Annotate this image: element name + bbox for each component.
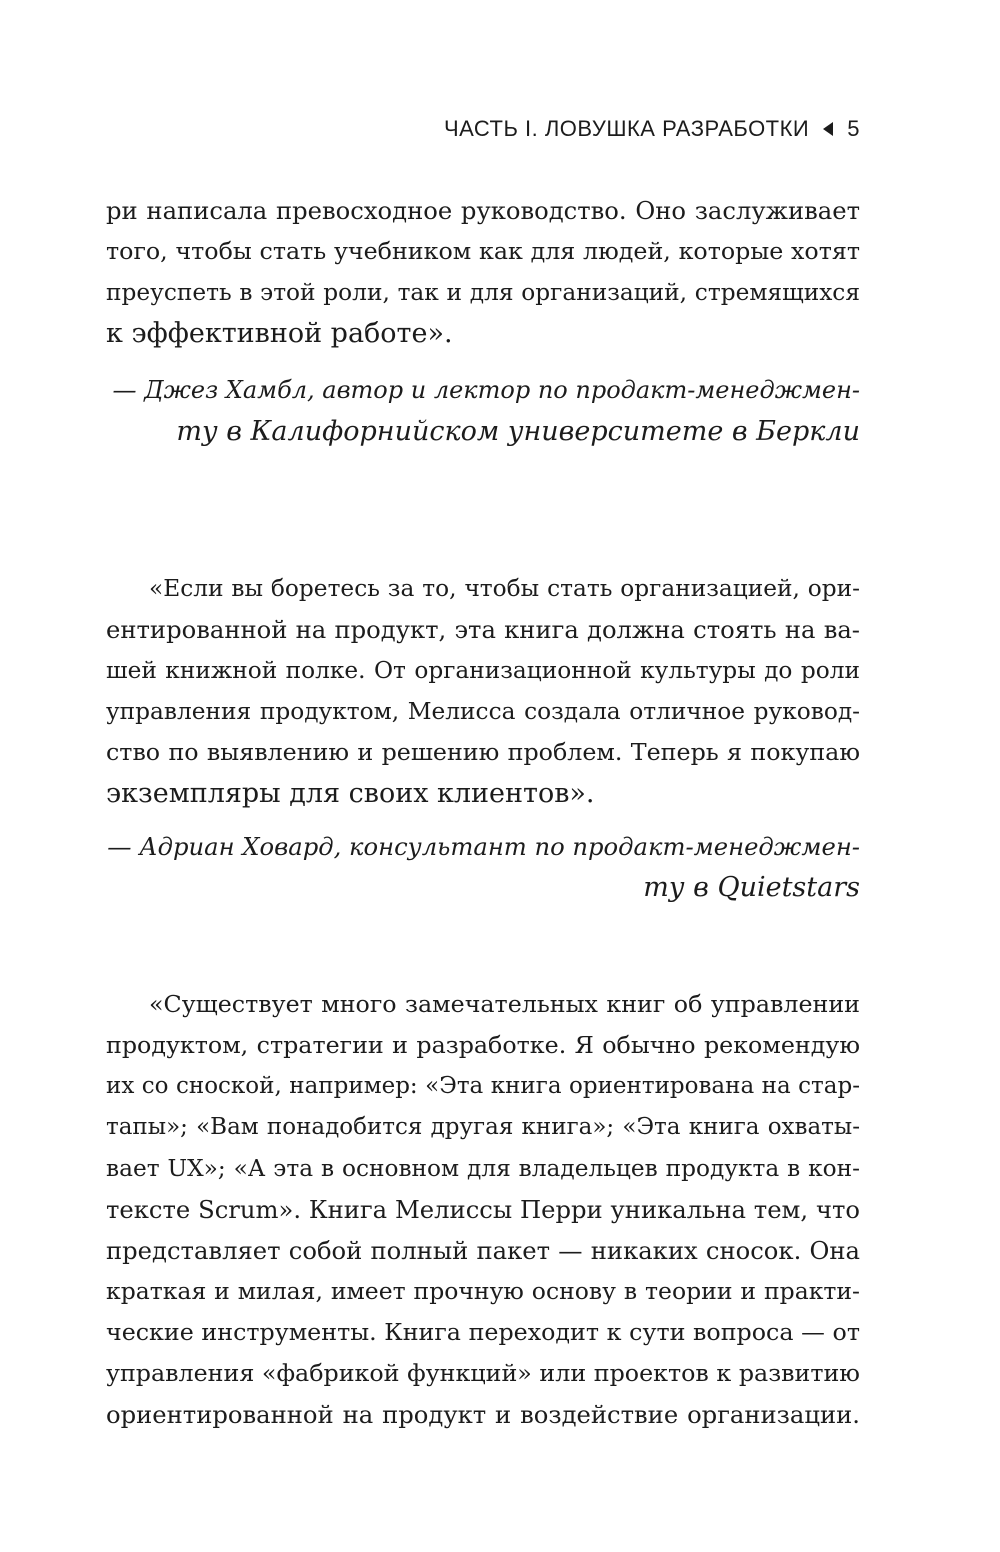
text-line: «Если вы боретесь за то, чтобы стать организацией, ори- (149, 575, 860, 602)
text-line: представляет собой полный пакет — никаких сносок. Она (106, 1236, 860, 1265)
attribution-line: — Адриан Ховард, консультант по продакт-менеджмен- (107, 832, 860, 861)
text-line: шей книжной полке. От организационной культуры до роли (106, 657, 860, 684)
page-number: 5 (847, 116, 860, 141)
text-line: управления продуктом, Мелисса создала отличное руковод- (106, 698, 860, 725)
attribution-line: ту в Калифорнийском университете в Беркли (176, 416, 860, 447)
text-line: экземпляры для своих клиентов». (106, 778, 595, 809)
text-line: преуспеть в этой роли, так и для организаций, стремящихся (106, 279, 860, 306)
text-line: того, чтобы стать учебником как для людей, которые хотят (106, 237, 860, 265)
text-line: ориентированной на продукт и воздействие организации. (106, 1400, 860, 1429)
running-header (444, 116, 860, 142)
text-line: «Существует много замечательных книг об управлении (149, 990, 860, 1018)
text-line: продуктом, стратегии и разработке. Я обычно рекомендую (106, 1031, 860, 1059)
text-line: вает UX»; «А эта в основном для владельцев продукта в кон- (106, 1155, 860, 1182)
text-line: тапы»; «Вам понадобится другая книга»; «Эта книга охваты- (106, 1114, 860, 1140)
running-title: ЧАСТЬ I. ЛОВУШКА РАЗРАБОТКИ (444, 116, 810, 141)
quote-2-body (106, 568, 860, 814)
text-line: ческие инструменты. Книга переходит к сути вопроса — от (106, 1318, 860, 1346)
quote-1-attribution (106, 370, 860, 452)
text-line: к эффективной работе». (106, 318, 453, 349)
attribution-line: — Джез Хамбл, автор и лектор по продакт-менеджмен- (112, 376, 860, 404)
attribution-line: ту в Quietstars (643, 872, 860, 903)
text-line: ство по выявлению и решению проблем. Теперь я покупаю (106, 738, 860, 766)
text-line: ентированной на продукт, эта книга должна стоять на ва- (106, 615, 860, 644)
quote-1-body (106, 190, 860, 354)
text-line: их со сноской, например: «Эта книга ориентирована на стар- (106, 1073, 860, 1099)
text-line: тексте Scrum». Книга Мелиссы Перри уникальна тем, что (106, 1195, 860, 1224)
quote-2-attribution (106, 826, 860, 908)
text-line: ри написала превосходное руководство. Оно заслуживает (106, 196, 860, 225)
quote-3-body (106, 984, 860, 1435)
text-line: краткая и милая, имеет прочную основу в теории и практи- (106, 1277, 860, 1305)
triangle-marker-icon (823, 122, 833, 136)
text-line: управления «фабрикой функций» или проектов к развитию (106, 1359, 860, 1387)
